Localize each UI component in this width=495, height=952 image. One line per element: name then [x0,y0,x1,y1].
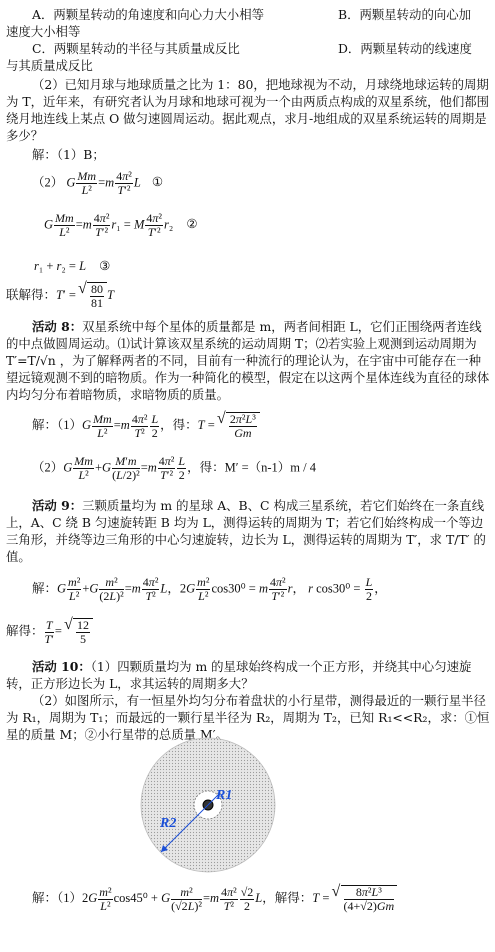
activity-10-title: 活动 10： [32,659,91,674]
r1-label: R1 [216,788,233,803]
activity-8-title: 活动 8： [32,319,83,334]
eq-label-3: ③ [99,259,111,273]
act8-s2-label: （2） [32,460,64,475]
act10-s-label: 解：（1） [32,890,83,905]
option-b-cont: 速度大小相等 [6,24,81,39]
activity-8 [6,318,490,403]
solution-1: 解：（1）B； [32,147,105,162]
option-c: C．两颗星转动的半径与其质量成反比 [32,41,240,56]
joint-solution: 联解得：T′ = √ $\frac{80}{81}$ T [6,282,114,310]
act9-res-label: 解得： [6,623,44,638]
activity-8-solution-2: （2）G $\frac{Mm}{\text{L²}}$ +G $\frac{M'm}{\text{(L/2)²}}$ =m $\frac{\text{4π²}}{\text{T′²}}$ $\frac{L}{2}$ ，得：M′ =（n-1）m / 4 [32,454,316,482]
act9-s-label: 解： [32,581,58,596]
joint-label: 联解得： [6,287,57,302]
activity-9-title: 活动 9： [32,498,83,513]
activity-9 [6,497,490,565]
question-2: （2）已知月球与地球质量之比为 1：80，把地球视为不动，月球绕地球运转的周期为 T，近年来，有研究者认为月球和地球可视为一个由两质点构成的双星系统，他们都围绕月地连线上某点 O 做匀速圆周运动。据此观点，求月-地组成的双星系统运转的周期是多少？ [6,77,490,143]
option-row-2 [6,40,490,57]
act8-s2-result: ，得：M′ =（n-1）m / 4 [187,460,316,475]
activity-10-solution: 解：（1）2G $\frac{\text{m²}}{\text{L²}}$ cos45⁰ + G $\frac{\text{m²}}{\text{(√2L)²}}$ =m $\frac{\text{4π²}}{\text{T²}}$ $\frac{√2}{2}$ L，解得：T = √ $\frac{\text{8π²L³}}{(4+√2)Gm}$ [32,885,397,913]
act8-s1-mid: ，得： [160,417,198,432]
option-d: D．两颗星转动的线速度 [338,41,472,56]
activity-9-result: 解得： $\frac{T}{T'}$ = √ $\frac{12}{5}$ [6,618,93,646]
activity-9-solution: 解：G $\frac{\text{m²}}{\text{L²}}$ +G $\frac{\text{m²}}{\text{(2L)²}}$ =m $\frac{\text{4π²}}{\text{T²}}$ L，2G $\frac{\text{m²}}{\text{L²}}$ cos30⁰ = m $\frac{\text{4π²}}{\text{T′²}}$ r， r cos30⁰ = $\frac{L}{2}$ ， [32,575,387,603]
asteroid-belt-figure [138,735,278,875]
activity-10-text: （1）四颗质量均为 m 的星球始终构成一个正方形，并绕其中心匀速旋转，正方形边长为 L，求其运转的周期多大？ [6,659,472,691]
equation-3: r₁ + r₂ = L ③ [34,259,111,273]
act10-res-label: ，解得： [262,890,313,905]
option-b: B．两颗星转动的向心加 [338,7,472,22]
activity-10-part-2: （2）如图所示，有一恒星外均匀分布着盘状的小行星带，测得最近的一颗行星半径为 R₁，周期为 T₁；而最远的一颗行星半径为 R₂，周期为 T₂，已知 R₁<<R₂，求：①恒星的质量 M；②小行星带的总质量 M′。 [6,693,490,742]
activity-8-text: 双星系统中每个星体的质量都是 m，两者间相距 L，它们正围绕两者连线的中点做圆周运动。⑴试计算该双星系统的运动周期 T；⑵若实验上观测到运动周期为 T′=T/√n ，为了解释两者的不同，目前有一种流行的理论认为，在宇宙中可能存在一种望远镜观测不到的暗物质。作为一种简化的模型，假定在以这两个星体连线为直径的球体内均匀分布着暗物质，求暗物质的质量。 [6,319,490,402]
eq-label-1: ① [151,175,164,190]
activity-10 [6,658,490,692]
equation-1: （2） G $\frac{Mm}{\text{L²}}$ =m $\frac{\text{4π²}}{\text{T′²}}$ L ① [32,169,164,197]
r2-label: R2 [160,816,177,831]
equation-2: G $\frac{Mm}{\text{L²}}$ =m $\frac{\text{4π²}}{\text{T′²}}$ r₁ = M $\frac{\text{4π²}}{\text{T′²}}$ r₂ ② [44,211,198,239]
act8-s1-label: 解：（1） [32,417,83,432]
activity-9-text: 三颗质量均为 m 的星球 A、B、C 构成三星系统，若它们始终在一条直线上，A、C 绕 B 匀速旋转距 B 均为 L，测得运转的周期为 T；若它们始终构成一个等边三角形，并绕等边三角形的中心匀速旋转，边长为 L，测得运转的周期为 T′，求 T/T′ 的值。 [6,498,486,564]
option-d-cont: 与其质量成反比 [6,58,93,73]
eq-label-2: ② [186,217,198,232]
option-a: A．两颗星转动的角速度和向心力大小相等 [32,7,264,22]
activity-8-solution-1: 解：（1）G $\frac{Mm}{\text{L²}}$ =m $\frac{\text{4π²}}{\text{T²}}$ $\frac{L}{2}$ ，得：T = √ $\frac{\text{2π²L³}}{Gm}$ [32,412,260,440]
option-row-1 [6,6,490,23]
